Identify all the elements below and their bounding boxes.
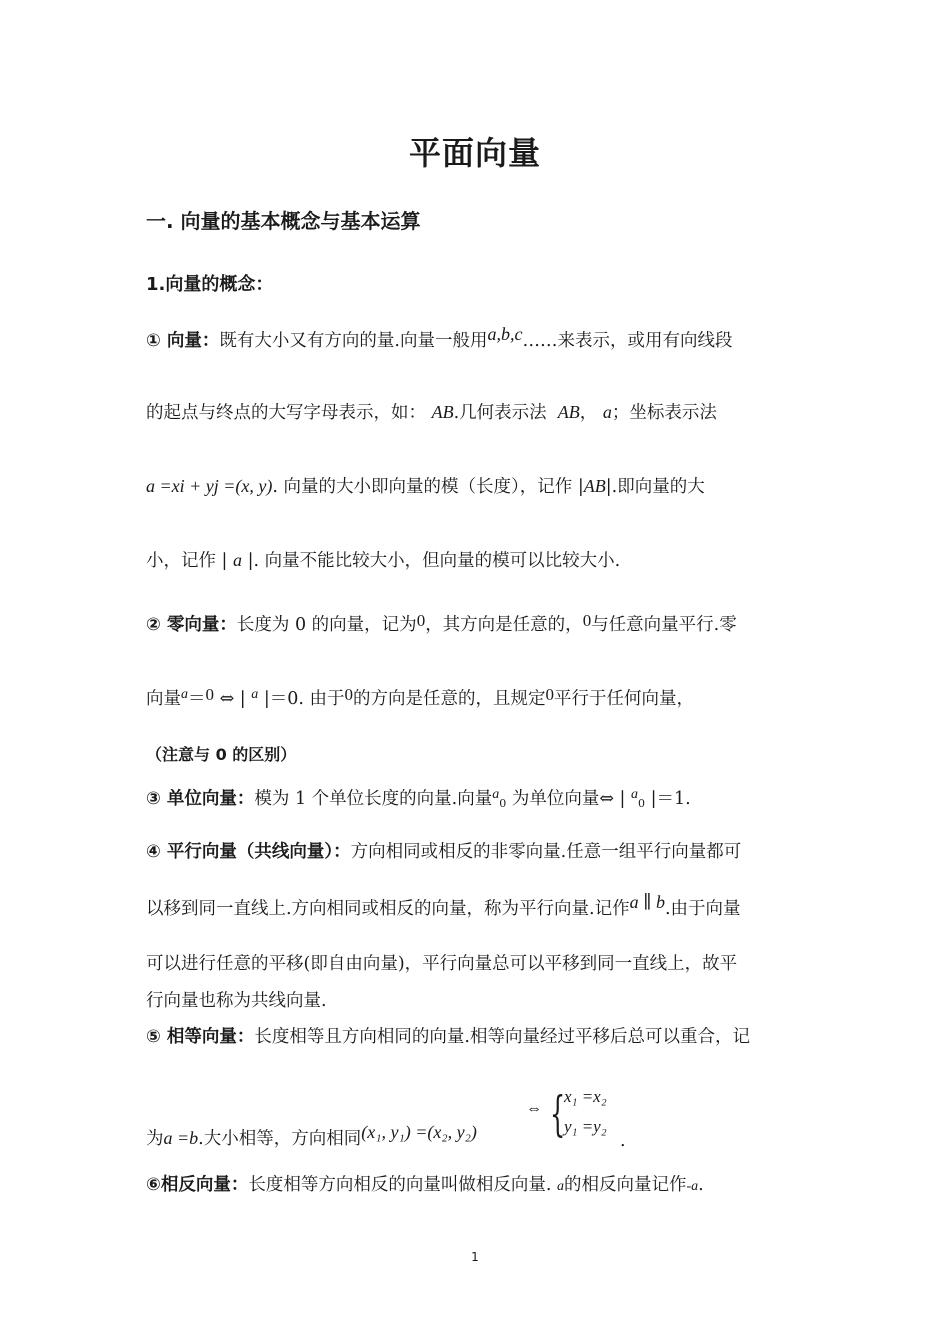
vector-def-line-2: 的起点与终点的大写字母表示，如： AB.几何表示法 AB， a；坐标表示法 <box>146 402 717 423</box>
equation-system: ⇔ { x₁ =x₂ y₁ =y₂ <box>526 1086 607 1142</box>
subsection-heading: 1.向量的概念： <box>146 274 274 295</box>
vector-def-line-3: a =xi + yj =(x, y). 向量的大小即向量的模（长度），记作 |AB|.即向量的大 <box>146 476 705 497</box>
vector-def-heading: ① 向量： <box>146 331 220 351</box>
parallel-vector-line-4: 行向量也称为共线向量. <box>146 991 327 1011</box>
section-heading: 一. 向量的基本概念与基本运算 <box>146 209 421 233</box>
page-title: 平面向量 <box>408 134 541 172</box>
unit-vector-heading: ③ 单位向量： <box>146 789 255 809</box>
equal-vector-line-2: 为a =b.大小相等，方向相同(x₁, y₁) =(x₂, y₂) <box>146 1122 477 1149</box>
zero-vector-heading: ② 零向量： <box>146 615 237 635</box>
unit-vector-line: ③ 单位向量：模为 1 个单位长度的向量.向量$^a_0$ 为单位向量⇔ | $^a_0$ |＝1. <box>146 787 691 810</box>
equal-vector-line-1: ⑤ 相等向量：长度相等且方向相同的向量.相等向量经过平移后总可以重合，记 <box>146 1027 750 1047</box>
parallel-vector-line-1: ④ 平行向量（共线向量）：方向相同或相反的非零向量.任意一组平行向量都可 <box>146 842 742 862</box>
parallel-vector-heading: ④ 平行向量（共线向量）： <box>146 842 351 862</box>
zero-vector-line-2: 向量$^a$＝0 ⇔ | $^a$ |＝0. 由于0的方向是任意的，且规定0平行于任何向量， <box>146 685 695 709</box>
equal-vector-heading: ⑤ 相等向量： <box>146 1027 255 1047</box>
opposite-vector-heading: ⑥相反向量： <box>146 1175 249 1195</box>
vector-def-line-1: ① 向量：既有大小又有方向的量.向量一般用a,b,c……来表示，或用有向线段 <box>146 324 733 351</box>
zero-vector-line-1: ② 零向量：长度为 0 的向量，记为0，其方向是任意的，0与任意向量平行.零 <box>146 611 737 635</box>
parallel-vector-line-3: 可以进行任意的平移(即自由向量)，平行向量总可以平移到同一直线上，故平 <box>146 954 738 974</box>
left-brace-icon: { <box>550 1086 566 1142</box>
zero-vector-note: （注意与 0 的区别） <box>146 745 297 764</box>
page-number: 1 <box>471 1250 479 1264</box>
parallel-vector-line-2: 以移到同一直线上.方向相同或相反的向量，称为平行向量.记作a ∥ b.由于向量 <box>146 892 741 919</box>
opposite-vector-line: ⑥相反向量：长度相等方向相反的向量叫做相反向量. a的相反向量记作-a. <box>146 1175 704 1195</box>
equal-vector-end: . <box>620 1131 626 1151</box>
vector-def-line-4: 小，记作 | a |. 向量不能比较大小，但向量的模可以比较大小. <box>146 550 621 571</box>
